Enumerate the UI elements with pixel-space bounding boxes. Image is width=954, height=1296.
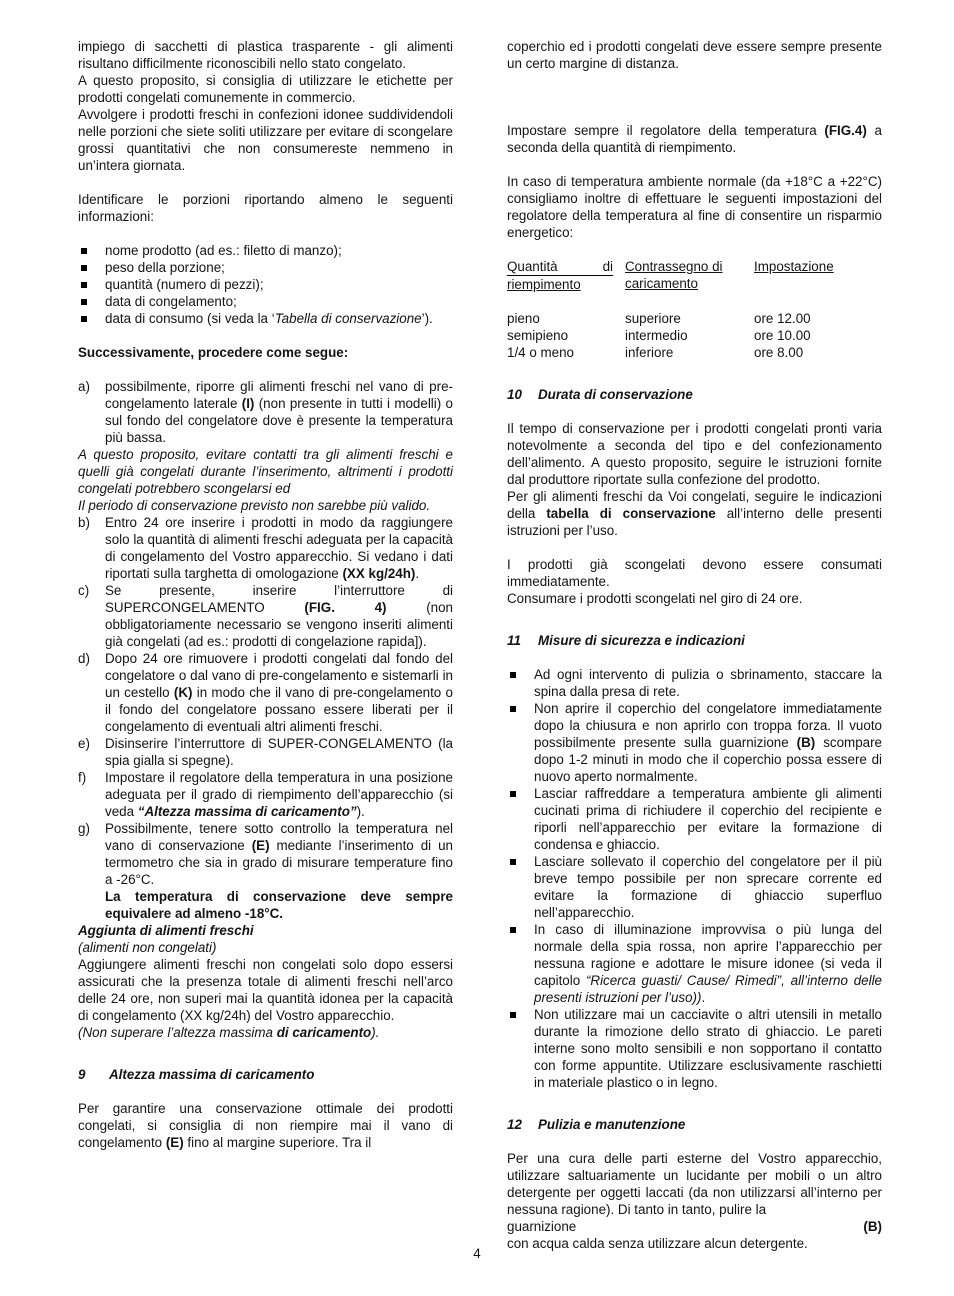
safety-item: [507, 1006, 882, 1091]
list-item-label: e): [78, 736, 90, 751]
fresh-food-note: [78, 1024, 453, 1041]
safety-list: [507, 666, 882, 1091]
table-cell: superiore: [625, 311, 681, 326]
text-run-bold: (K): [173, 685, 193, 700]
section-number: 11: [507, 633, 521, 648]
list-item-text: peso della porzione;: [105, 260, 225, 275]
table-cell: ore 10.00: [754, 328, 811, 343]
text-run: Disinserire l’interruttore di SUPER-CONGELAMENTO (la spia gialla si spegne).: [105, 736, 453, 768]
square-bullet-icon: [510, 859, 516, 865]
text-run: possibilmente, riporre gli alimenti freschi nel vano di pre-congelamento laterale: [105, 379, 453, 411]
text-run: Possibilmente, tenere sotto controllo la temperatura nel vano di conservazione: [105, 821, 453, 853]
header-text: di: [602, 259, 613, 274]
section-number: 10: [507, 387, 522, 402]
safety-item: [507, 785, 882, 853]
safety-text: .: [701, 990, 706, 1005]
page-number: 4: [473, 1246, 481, 1261]
safety-text: Lasciar raffreddare a temperatura ambiente gli alimenti cucinati prima di richiudere il coperchio del recipiente e riporli nell’apparecchio per evitare la formazione di condensa e ghiaccio.: [534, 786, 882, 852]
table-cell: semipieno: [507, 328, 569, 343]
text-run-bold: (B): [863, 1219, 882, 1234]
safety-text: Non aprire il coperchio del congelatore immediatamente dopo la chiusura e non aprirlo con troppa forza. Il vuoto possibilmente presente sulla guarnizione: [534, 701, 882, 750]
list-item-text: data di consumo (si veda la ‘: [105, 311, 275, 326]
table-header-cell: [754, 258, 882, 293]
table-header-row: [507, 258, 882, 293]
safety-text: scompare dopo 1-2 minuti in modo che il coperchio possa essere di nuovo aperto normalmente.: [534, 735, 882, 784]
text-run: Impostare sempre il regolatore della temperatura: [507, 123, 825, 138]
section-title: Misure di sicurezza e indicazioni: [538, 633, 745, 648]
text-run-bold: (E): [165, 1135, 184, 1150]
safety-item: [507, 921, 882, 1006]
list-item-label: d): [78, 651, 90, 666]
list-item-label: b): [78, 515, 90, 530]
list-item-label: a): [78, 379, 90, 394]
list-item-text: ’).: [421, 311, 433, 326]
list-item: [78, 242, 453, 259]
square-bullet-icon: [81, 316, 87, 322]
list-item-text: data di congelamento;: [105, 294, 237, 309]
list-item-a: [78, 378, 453, 446]
safety-text: Non utilizzare mai un cacciavite o altri utensili in metallo durante la rimozione dello strato di ghiaccio. Le pareti interne sono molto sensibili e non sopportano il contatto con forme appuntite. Utilizzare esclusivamente raschietti in materiale plastico o in legno.: [534, 1007, 882, 1090]
fresh-food-paragraph: Aggiungere alimenti freschi non congelati solo dopo essersi assicurati che la presenza totale di alimenti freschi nell’arco delle 24 ore, non superi mai la quantità idonea per la capacità di congelamento (XX kg/24h) del Vostro apparecchio.: [78, 957, 453, 1023]
fresh-food-subheading: (alimenti non congelati): [78, 940, 217, 955]
left-column: [78, 38, 453, 1252]
proceed-heading: Successivamente, procedere come segue:: [78, 345, 349, 360]
square-bullet-icon: [510, 672, 516, 678]
text-run: Entro 24 ore inserire i prodotti in modo da raggiungere solo la quantità di alimenti freschi adeguata per la capacità di congelamento del Vostro apparecchio. Si vedano i dati riportati sulla targhetta di omologazione: [105, 515, 453, 581]
header-line: [507, 276, 613, 293]
safety-item: [507, 666, 882, 700]
text-run-bold: (FIG.4): [824, 123, 867, 138]
square-bullet-icon: [510, 706, 516, 712]
safety-text: In caso di illuminazione improvvisa o più lunga del normale della spia rossa, non aprire l’apparecchio per nessuna ragione e adottare le misure idonee (si veda il capitolo: [534, 922, 882, 988]
table-cell: ore 12.00: [754, 311, 811, 326]
section-title: Altezza massima di caricamento: [109, 1067, 315, 1082]
list-item: [78, 293, 453, 310]
fresh-food-heading: Aggiunta di alimenti freschi: [78, 923, 254, 938]
list-item-text: quantità (numero di pezzi);: [105, 277, 264, 292]
cleaning-paragraph: Per una cura delle parti esterne del Vostro apparecchio, utilizzare saltuariamente un lucidante per mobili o un altro detergente per oggetti laccati (da non utilizzarsi all’interno per nessuna ragione). Di tanto in tanto, pulire la: [507, 1151, 882, 1217]
text-run: a seconda della quantità di riempimento.: [507, 123, 883, 155]
portion-info-list: [78, 242, 453, 327]
text-run-bold: (I): [241, 396, 255, 411]
text-run: Dopo 24 ore rimuovere i prodotti congelati dal fondo del congelatore o dal vano di pre-congelamento e sistemarli in un cestello: [105, 651, 453, 700]
header-line: [507, 258, 613, 276]
section-number: 9: [78, 1067, 86, 1082]
square-bullet-icon: [510, 927, 516, 933]
list-item: [78, 310, 453, 327]
right-column: [507, 38, 882, 1252]
text-run-bold: (XX kg/24h): [342, 566, 416, 581]
square-bullet-icon: [81, 265, 87, 271]
section-title: Pulizia e manutenzione: [538, 1117, 686, 1132]
square-bullet-icon: [510, 791, 516, 797]
safety-item: [507, 853, 882, 921]
section-number: 12: [507, 1117, 522, 1132]
safety-item: [507, 700, 882, 785]
regulator-paragraph: [507, 122, 882, 156]
safety-text: Lasciare sollevato il coperchio del congelatore per il più breve tempo possibile per non sprecare corrente ed evitare la formazione di ghiaccio superfluo nell’apparecchio.: [534, 854, 882, 920]
text-run: Impostare il regolatore della temperatura in una posizione adeguata per il grado di riempimento dell’apparecchio (si veda: [105, 770, 453, 819]
text-run: Se presente, inserire l’interruttore di SUPERCONGELAMENTO: [105, 583, 453, 615]
list-item: [78, 276, 453, 293]
section-heading-9: [78, 1066, 453, 1083]
header-text: caricamento: [625, 276, 698, 291]
table-cell: pieno: [507, 311, 540, 326]
text-run: ).: [356, 804, 365, 819]
procedure-list: [78, 378, 453, 922]
note-italic: Il periodo di conservazione previsto non sarebbe più valido.: [78, 498, 431, 513]
list-item-g: [78, 820, 453, 922]
safety-text: Ad ogni intervento di pulizia o sbrinamento, staccare la spina dalla presa di rete.: [534, 667, 882, 699]
storage-time-paragraph: Il tempo di conservazione per i prodotti congelati pronti varia notevolmente a seconda del tipo e del confezionamento dell’alimento. A questo proposito, seguire le istruzioni fornite dal produttore riportate sulla confezione del prodotto.: [507, 421, 882, 487]
table-cell: 1/4 o meno: [507, 345, 574, 360]
temperature-settings-table: [507, 258, 882, 361]
list-item: [78, 259, 453, 276]
header-text: Impostazione: [754, 259, 834, 274]
cleaning-paragraph-end: con acqua calda senza utilizzare alcun detergente.: [507, 1236, 808, 1251]
list-item-b: [78, 514, 453, 582]
list-item-text-italic: Tabella di conservazione: [274, 311, 422, 326]
text-run: (non obbligatoriamente necessario se vengono inseriti alimenti già congelati (ad es.: prodotti di congelazione rapida]).: [105, 600, 454, 649]
list-item-c: [78, 582, 453, 650]
text-paragraph: [105, 820, 453, 888]
consume-paragraph: Consumare i prodotti scongelati nel giro di 24 ore.: [507, 591, 803, 606]
text-run: all’interno delle presenti istruzioni per l’uso.: [507, 506, 882, 538]
section-heading-11: [507, 632, 882, 649]
list-item-label: g): [78, 821, 90, 836]
storage-table-reference: [507, 488, 882, 539]
cleaning-paragraph-line: [507, 1218, 882, 1235]
ambient-temperature-paragraph: In caso di temperatura ambiente normale (da +18°C a +22°C) consigliamo inoltre di effettuare le seguenti impostazioni del regolatore della temperatura al fine di consentire un risparmio energetico:: [507, 174, 882, 240]
list-item-d: [78, 650, 453, 735]
section-heading-12: [507, 1116, 882, 1133]
intro-paragraph-1: impiego di sacchetti di plastica trasparente - gli alimenti risultano difficilmente riconoscibili nello stato congelato.: [78, 39, 453, 71]
intro-paragraph-2: A questo proposito, si consiglia di utilizzare le etichette per prodotti congelati comunemente in commercio.: [78, 73, 453, 105]
section-title: Durata di conservazione: [538, 387, 693, 402]
note-italic: A questo proposito, evitare contatti tra gli alimenti freschi e quelli già congelati durante l’inserimento, altrimenti i prodotti congelati potrebbero scongelarsi ed: [78, 447, 453, 496]
square-bullet-icon: [510, 1012, 516, 1018]
text-run: Per gli alimenti freschi da Voi congelati, seguire le indicazioni della: [507, 489, 882, 521]
header-text: riempimento: [507, 277, 581, 292]
text-run-bold: tabella di conservazione: [546, 506, 716, 521]
list-item-label: f): [78, 770, 87, 785]
continuation-paragraph: coperchio ed i prodotti congelati deve essere sempre presente un certo margine di distanza.: [507, 39, 882, 71]
table-row: [507, 327, 882, 344]
intro-paragraph-3: Avvolgere i prodotti freschi in confezioni idonee suddividendoli nelle porzioni che siete soliti utilizzare per evitare di scongelare grossi quantitativi che non consumereste nemmeno in un’intera giornata.: [78, 107, 453, 173]
text-run-bold: (B): [796, 735, 816, 750]
text-run: (non presente in tutti i modelli) o sul fondo del congelatore dove è presente la temperatura più bassa.: [105, 396, 454, 445]
text-run: Per garantire una conservazione ottimale dei prodotti congelati, si consiglia di non riempire mai il vano di congelamento: [78, 1101, 453, 1150]
text-run-bold-italic: di caricamento: [276, 1025, 372, 1040]
text-run: mediante l’inserimento di un termometro che sia in grado di misurare temperature fino a -26°C.: [105, 838, 453, 887]
text-run: fino al margine superiore. Tra il: [183, 1135, 372, 1150]
text-run-italic: (Non superare l’altezza massima: [78, 1025, 277, 1040]
table-header-cell: [625, 258, 746, 293]
temperature-warning: La temperatura di conservazione deve sempre equivalere ad almeno -18°C.: [105, 889, 453, 921]
table-row: [507, 344, 882, 361]
text-run-bold-italic: “Altezza massima di caricamento”: [137, 804, 357, 819]
thawed-products-paragraph: I prodotti già scongelati devono essere consumati immediatamente.: [507, 557, 882, 589]
list-item-label: c): [78, 583, 90, 598]
table-header-cell: [507, 258, 613, 293]
text-run: .: [415, 566, 420, 581]
square-bullet-icon: [81, 282, 87, 288]
text-run-italic: “Ricerca guasti/ Cause/ Rimedi”, all’interno delle presenti istruzioni per l’uso)): [534, 973, 882, 1005]
list-item-e: [78, 735, 453, 769]
list-item-text: nome prodotto (ad es.: filetto di manzo);: [105, 243, 342, 258]
text-run-bold: (E): [251, 838, 270, 853]
table-cell: intermedio: [625, 328, 688, 343]
section-heading-10: [507, 386, 882, 403]
section9-paragraph: [78, 1100, 453, 1151]
text-run: in modo che il vano di pre-congelamento o il fondo del congelatore possano essere liberati per il congelamento di eventuali altri alimenti freschi.: [105, 685, 453, 734]
table-cell: ore 8.00: [754, 345, 804, 360]
table-row: [507, 310, 882, 327]
table-cell: inferiore: [625, 345, 674, 360]
header-line: [625, 258, 746, 275]
square-bullet-icon: [81, 248, 87, 254]
list-item-f: [78, 769, 453, 820]
header-line: [625, 275, 746, 292]
text-run-italic: ).: [371, 1025, 380, 1040]
header-text: Contrassegno di: [625, 259, 723, 274]
text-run-bold: (FIG. 4): [304, 600, 387, 615]
text-run: guarnizione: [507, 1219, 577, 1234]
square-bullet-icon: [81, 299, 87, 305]
identify-paragraph: Identificare le porzioni riportando almeno le seguenti informazioni:: [78, 192, 453, 224]
header-text: Quantità: [507, 259, 558, 274]
